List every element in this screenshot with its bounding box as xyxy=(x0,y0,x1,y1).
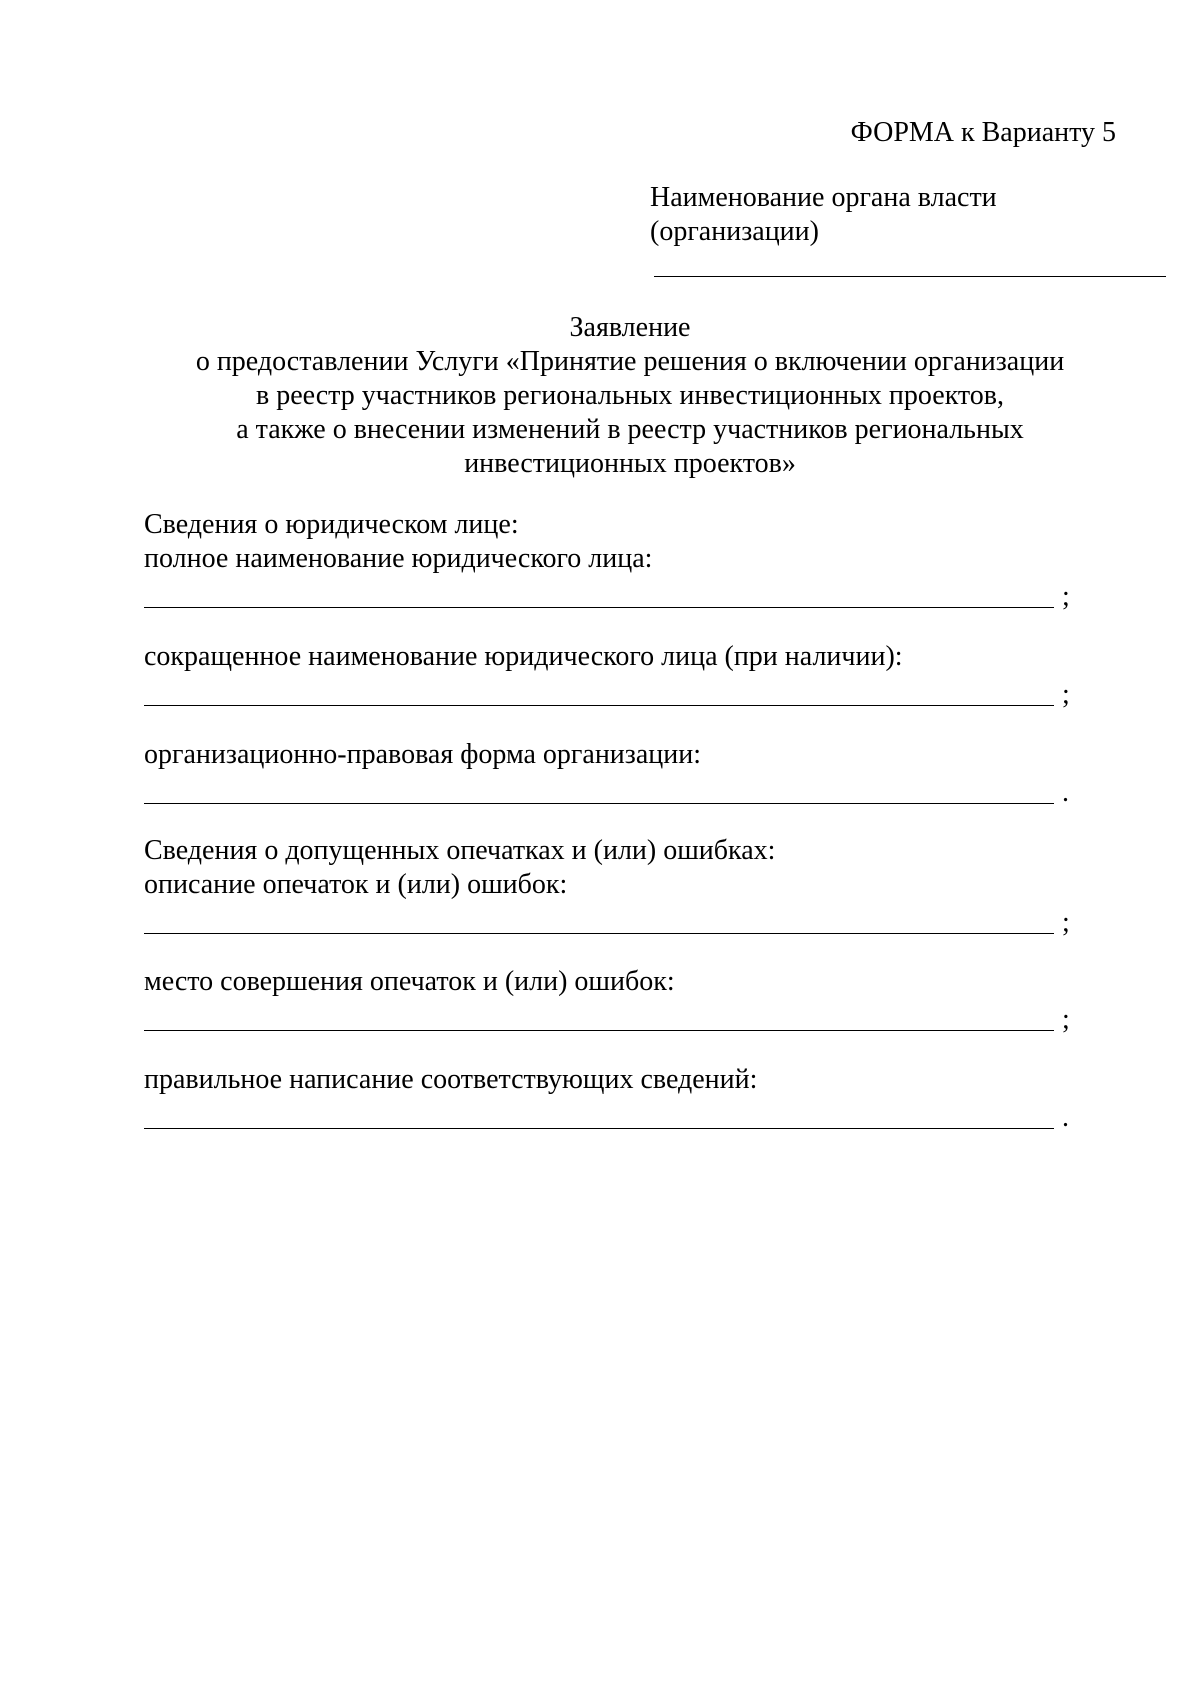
full-name-field[interactable] xyxy=(144,607,1054,608)
errors-heading: Сведения о допущенных опечатках и (или) ошибках: xyxy=(144,835,776,866)
full-name-label: полное наименование юридического лица: xyxy=(144,543,653,574)
legal-form-end-mark: . xyxy=(1062,777,1069,808)
authority-label-line1: Наименование органа власти xyxy=(650,182,997,213)
short-name-field[interactable] xyxy=(144,705,1054,706)
short-name-end-mark: ; xyxy=(1062,679,1070,710)
error-description-row xyxy=(144,900,1104,938)
authority-block xyxy=(650,181,1120,249)
full-name-end-mark: ; xyxy=(1062,581,1070,612)
legal-form-label: организационно-правовая форма организации: xyxy=(144,739,702,770)
error-location-row xyxy=(144,997,1104,1035)
correct-spelling-field[interactable] xyxy=(144,1128,1054,1129)
legal-form-block xyxy=(144,738,1084,772)
legal-entity-section xyxy=(144,508,1084,576)
error-location-label: место совершения опечаток и (или) ошибок: xyxy=(144,966,675,997)
correct-spelling-end-mark: . xyxy=(1062,1102,1069,1133)
document-title xyxy=(90,311,1170,481)
error-location-block xyxy=(144,965,1084,999)
form-variant-label: ФОРМА к Варианту 5 xyxy=(850,117,1116,148)
title-line: а также о внесении изменений в реестр участников региональных xyxy=(236,414,1024,445)
title-line: о предоставлении Услуги «Принятие решения о включении организации xyxy=(195,346,1065,377)
error-location-end-mark: ; xyxy=(1062,1004,1070,1035)
correct-spelling-block xyxy=(144,1063,1084,1097)
title-line: Заявление xyxy=(569,312,691,343)
authority-name-field[interactable] xyxy=(654,276,1166,277)
full-name-row xyxy=(144,574,1104,612)
authority-label-line2: (организации) xyxy=(650,216,819,247)
short-name-block xyxy=(144,640,1084,674)
legal-entity-heading: Сведения о юридическом лице: xyxy=(144,509,519,540)
title-line: инвестиционных проектов» xyxy=(464,448,796,479)
short-name-label: сокращенное наименование юридического лица (при наличии): xyxy=(144,641,903,672)
errors-section xyxy=(144,834,1084,902)
error-description-end-mark: ; xyxy=(1062,907,1070,938)
legal-form-row xyxy=(144,770,1104,808)
correct-spelling-row xyxy=(144,1095,1104,1133)
error-location-field[interactable] xyxy=(144,1030,1054,1031)
correct-spelling-label: правильное написание соответствующих сведений: xyxy=(144,1064,758,1095)
title-line: в реестр участников региональных инвестиционных проектов, xyxy=(255,380,1005,411)
error-description-label: описание опечаток и (или) ошибок: xyxy=(144,869,568,900)
short-name-row xyxy=(144,672,1104,710)
legal-form-field[interactable] xyxy=(144,803,1054,804)
error-description-field[interactable] xyxy=(144,933,1054,934)
